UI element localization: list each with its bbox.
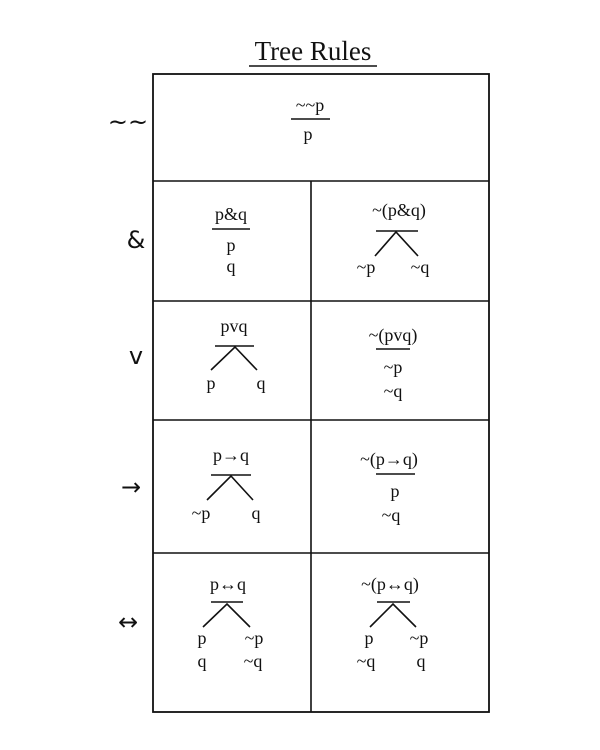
rule-negated-disjunction (369, 325, 418, 401)
right-branch: q (251, 503, 261, 523)
branch (211, 347, 257, 370)
left-branch-1: p (197, 628, 207, 648)
line-2: ~q (383, 381, 403, 401)
rule-negated-conditional (360, 449, 418, 525)
right-branch-1: ~p (409, 628, 429, 648)
premise: ~(p→q) (360, 449, 418, 469)
right-branch: ~q (410, 257, 430, 277)
conclusion: p (303, 124, 313, 144)
right-branch: q (256, 373, 266, 393)
left-branch: ~p (356, 257, 376, 277)
rule-conditional (192, 445, 261, 523)
operator-double-negation: ~~ (107, 108, 149, 136)
line-1: p (390, 481, 400, 501)
rule-double-negation (291, 95, 330, 144)
left-branch-2: q (197, 651, 207, 671)
premise: p&q (214, 204, 248, 224)
premise: ~~p (295, 95, 325, 115)
table-border (153, 74, 489, 712)
operator-conditional: → (120, 473, 142, 501)
left-branch-1: p (364, 628, 374, 648)
right-branch-2: ~q (243, 651, 263, 671)
right-branch-2: q (416, 651, 426, 671)
operator-and: & (126, 226, 146, 254)
premise: ~(pvq) (368, 325, 418, 345)
line-2: ~q (381, 505, 401, 525)
line-1: ~p (383, 357, 403, 377)
rule-negated-biconditional (357, 574, 429, 671)
line-1: p (226, 235, 236, 255)
branch (370, 604, 416, 627)
premise: pvq (220, 316, 248, 336)
premise: p↔q (210, 574, 246, 594)
branch (207, 476, 253, 500)
branch (203, 604, 250, 627)
premise: ~(p↔q) (361, 574, 419, 594)
rule-biconditional (198, 574, 264, 671)
rule-negated-conjunction (357, 200, 430, 277)
branch (375, 232, 418, 256)
premise: ~(p&q) (372, 200, 426, 220)
left-branch: p (206, 373, 216, 393)
right-branch-1: ~p (244, 628, 264, 648)
left-branch: ~p (191, 503, 211, 523)
premise: p→q (213, 445, 249, 465)
rules-table (153, 74, 489, 712)
operator-biconditional: ↔ (117, 608, 139, 636)
operator-or: v (128, 342, 144, 370)
rule-disjunction (207, 316, 266, 393)
left-branch-2: ~q (356, 651, 376, 671)
diagram-title: Tree Rules (254, 36, 372, 66)
rule-conjunction (212, 204, 250, 276)
line-2: q (226, 256, 236, 276)
